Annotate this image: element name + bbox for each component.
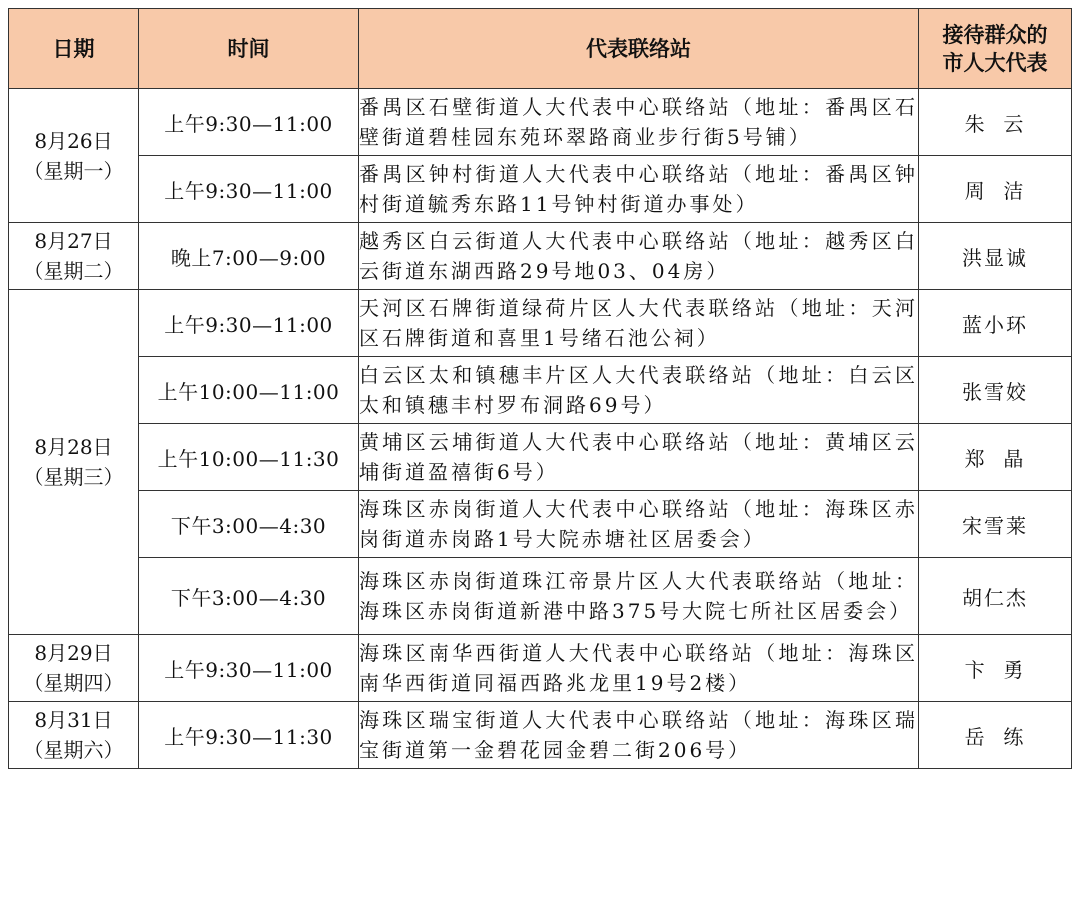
table-row (9, 491, 1072, 558)
station-cell: 海珠区赤岗街道珠江帝景片区人大代表联络站（地址：海珠区赤岗街道新港中路375号大院七所社区居委会） (359, 558, 919, 635)
date-label: 8月27日 (34, 229, 113, 253)
station-cell: 海珠区赤岗街道人大代表中心联络站（地址：海珠区赤岗街道赤岗路1号大院赤塘社区居委会） (359, 491, 919, 558)
time-cell: 上午9:30—11:00 (139, 156, 359, 223)
table-header (9, 9, 1072, 89)
header-station: 代表联络站 (359, 9, 919, 89)
representative-cell: 胡仁杰 (919, 558, 1072, 635)
time-cell: 上午10:00—11:00 (139, 357, 359, 424)
representative-cell: 朱 云 (919, 89, 1072, 156)
table-row (9, 89, 1072, 156)
station-cell: 天河区石牌街道绿荷片区人大代表联络站（地址：天河区石牌街道和喜里1号绪石池公祠） (359, 290, 919, 357)
station-cell: 番禺区石壁街道人大代表中心联络站（地址：番禺区石壁街道碧桂园东苑环翠路商业步行街5号铺） (359, 89, 919, 156)
header-date: 日期 (9, 9, 139, 89)
date-cell (9, 702, 139, 769)
date-label: 8月28日 (34, 435, 113, 459)
weekday-label: （星期六） (23, 738, 124, 762)
date-cell (9, 635, 139, 702)
time-cell: 上午10:00—11:30 (139, 424, 359, 491)
representative-cell: 宋雪莱 (919, 491, 1072, 558)
table-row (9, 290, 1072, 357)
time-cell: 上午9:30—11:30 (139, 702, 359, 769)
time-cell: 上午9:30—11:00 (139, 290, 359, 357)
weekday-label: （星期二） (23, 259, 124, 283)
header-person-line2: 市人大代表 (942, 50, 1048, 75)
time-cell: 上午9:30—11:00 (139, 635, 359, 702)
date-label: 8月29日 (34, 641, 113, 665)
header-time: 时间 (139, 9, 359, 89)
time-cell: 下午3:00—4:30 (139, 491, 359, 558)
header-person-line1: 接待群众的 (942, 22, 1048, 47)
weekday-label: （星期三） (23, 465, 124, 489)
table-row (9, 156, 1072, 223)
date-cell (9, 223, 139, 290)
representative-cell: 郑 晶 (919, 424, 1072, 491)
time-cell: 下午3:00—4:30 (139, 558, 359, 635)
date-label: 8月31日 (34, 708, 113, 732)
station-cell: 番禺区钟村街道人大代表中心联络站（地址：番禺区钟村街道毓秀东路11号钟村街道办事处） (359, 156, 919, 223)
weekday-label: （星期四） (23, 671, 124, 695)
station-cell: 海珠区瑞宝街道人大代表中心联络站（地址：海珠区瑞宝街道第一金碧花园金碧二街206号） (359, 702, 919, 769)
header-person (919, 9, 1072, 89)
table-row (9, 223, 1072, 290)
date-cell (9, 290, 139, 635)
time-cell: 晚上7:00—9:00 (139, 223, 359, 290)
representative-cell: 岳 练 (919, 702, 1072, 769)
representative-cell: 卞 勇 (919, 635, 1072, 702)
representative-cell: 洪显诚 (919, 223, 1072, 290)
table-row (9, 558, 1072, 635)
table-row (9, 357, 1072, 424)
station-cell: 黄埔区云埔街道人大代表中心联络站（地址：黄埔区云埔街道盈禧街6号） (359, 424, 919, 491)
table-row (9, 635, 1072, 702)
table-body (9, 89, 1072, 769)
weekday-label: （星期一） (23, 158, 124, 183)
table-row (9, 424, 1072, 491)
representative-cell: 蓝小环 (919, 290, 1072, 357)
representative-cell: 张雪姣 (919, 357, 1072, 424)
representative-cell: 周 洁 (919, 156, 1072, 223)
schedule-table (8, 8, 1072, 769)
time-cell: 上午9:30—11:00 (139, 89, 359, 156)
date-cell (9, 89, 139, 223)
table-row (9, 702, 1072, 769)
station-cell: 白云区太和镇穗丰片区人大代表联络站（地址：白云区太和镇穗丰村罗布洞路69号） (359, 357, 919, 424)
date-label: 8月26日 (34, 128, 113, 153)
station-cell: 海珠区南华西街道人大代表中心联络站（地址：海珠区南华西街道同福西路兆龙里19号2楼） (359, 635, 919, 702)
station-cell: 越秀区白云街道人大代表中心联络站（地址：越秀区白云街道东湖西路29号地03、04房） (359, 223, 919, 290)
